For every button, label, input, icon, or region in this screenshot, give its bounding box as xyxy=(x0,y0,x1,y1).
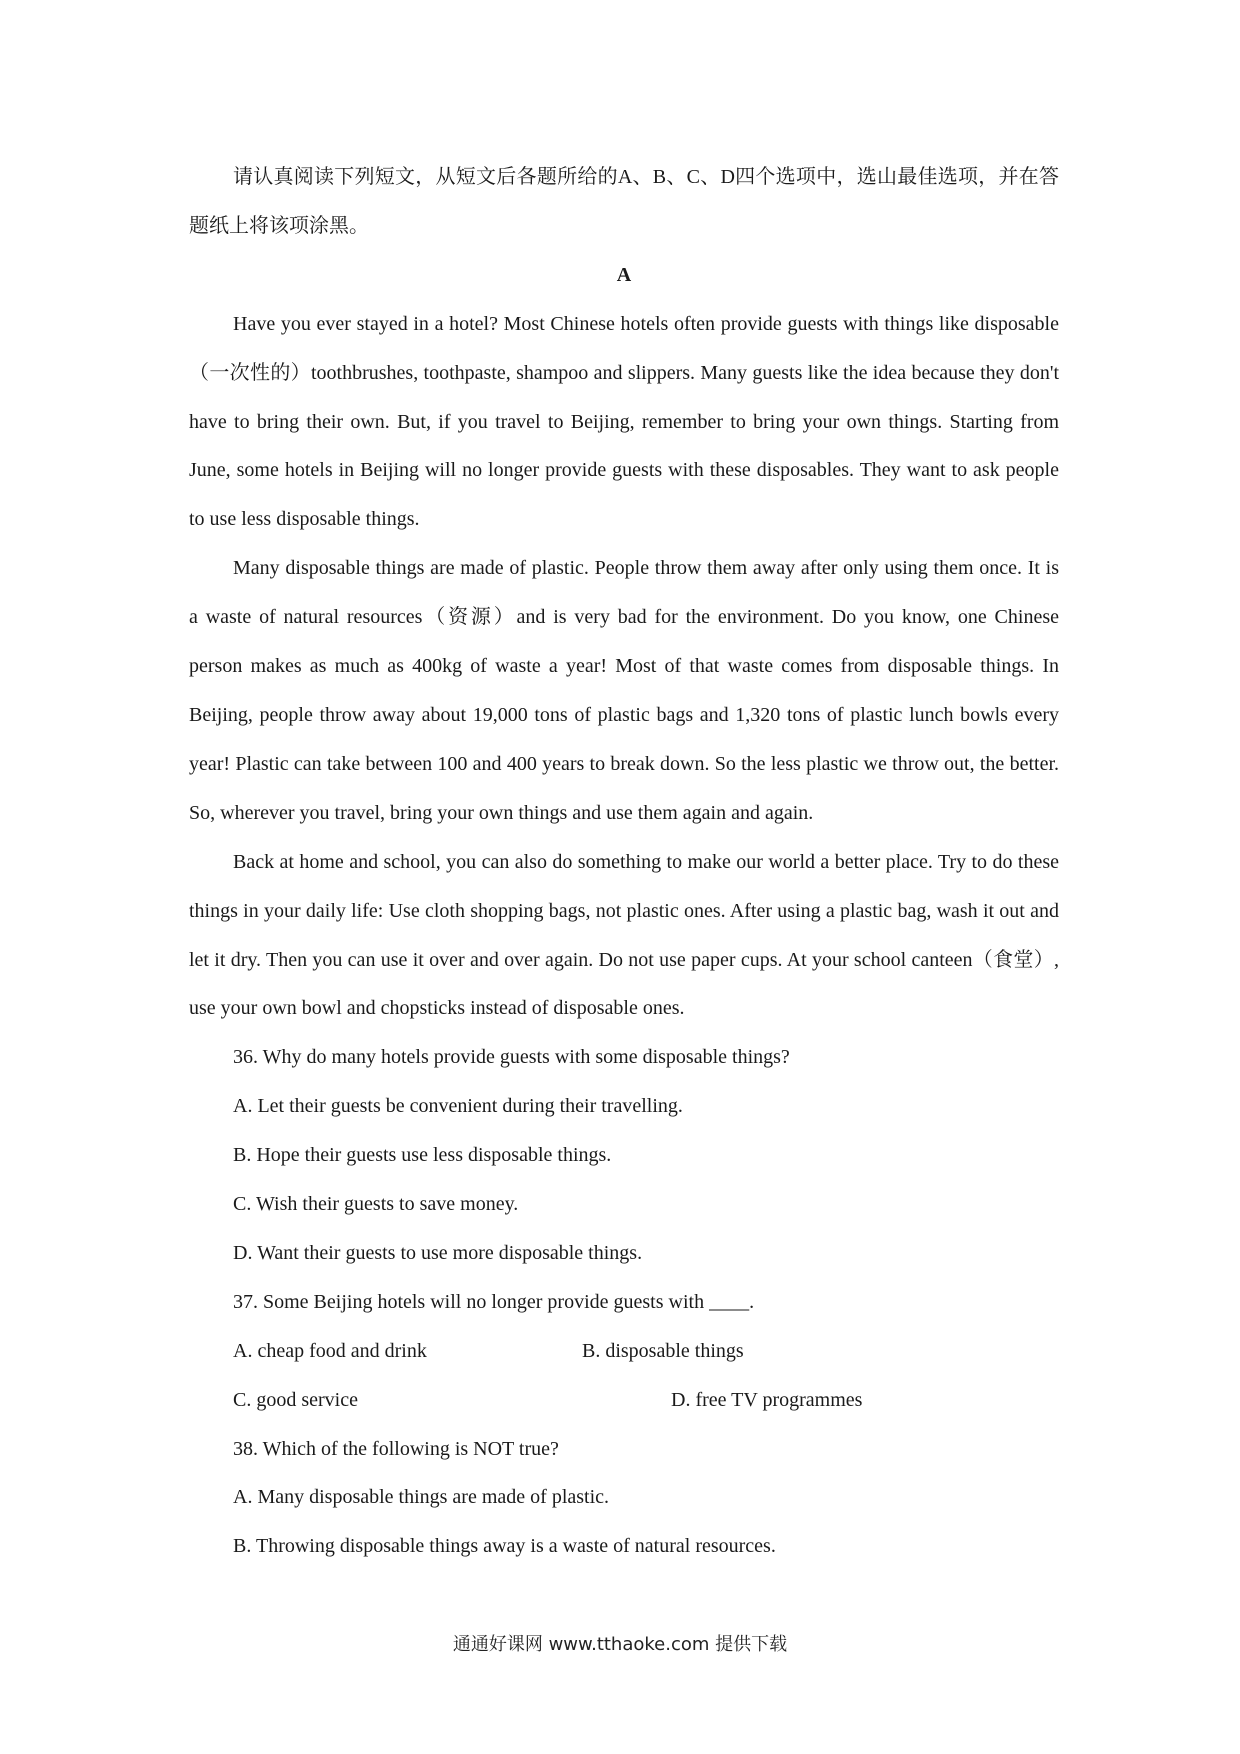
question-38 xyxy=(189,1425,1059,1572)
question-stem: 36. Why do many hotels provide guests with some disposable things? xyxy=(233,1046,790,1069)
options-row-2 xyxy=(189,1376,1059,1425)
page-footer: 通通好课网 www.tthaoke.com 提供下载 xyxy=(452,1634,788,1655)
options-row-1 xyxy=(189,1327,1059,1376)
passage-paragraph-2: Many disposable things are made of plastic. People throw them away after only using them once. It is a waste of natural resources（资源）and is very bad for the environment. Do you know, one Chinese person makes as much as 400kg of waste a year! Most of that waste comes from disposable things. In Beijing, people throw away about 19,000 tons of plastic bags and 1,320 tons of plastic lunch bowls every year! Plastic can take between 100 and 400 years to break down. So the less plastic we throw out, the better. So, wherever you travel, bring your own things and use them again and again. xyxy=(189,557,1059,824)
option-b: B. Throwing disposable things away is a waste of natural resources. xyxy=(233,1535,776,1558)
option-b: B. disposable things xyxy=(582,1339,744,1362)
passage-label: A xyxy=(616,263,632,286)
question-stem: 37. Some Beijing hotels will no longer provide guests with ____. xyxy=(233,1290,755,1313)
question-36 xyxy=(189,1033,1059,1278)
question-37 xyxy=(189,1278,1059,1425)
question-stem: 38. Which of the following is NOT true? xyxy=(233,1437,559,1460)
option-a: A. Let their guests be convenient during their travelling. xyxy=(233,1095,683,1118)
reading-section xyxy=(189,153,1059,1571)
passage-paragraph-3: Back at home and school, you can also do something to make our world a better place. Try to do these things in your daily life: Use cloth shopping bags, not plastic ones. After using a plastic bag, wash it out and let it dry. Then you can use it over and over again. Do not use paper cups. At your school canteen（食堂）, use your own bowl and chopsticks instead of disposable ones. xyxy=(189,850,1059,1020)
option-c: C. Wish their guests to save money. xyxy=(233,1193,519,1216)
option-c: C. good service xyxy=(233,1388,358,1411)
option-d: D. Want their guests to use more disposable things. xyxy=(233,1241,643,1264)
option-d: D. free TV programmes xyxy=(671,1388,863,1411)
passage-paragraph-1: Have you ever stayed in a hotel? Most Chinese hotels often provide guests with things like disposable（一次性的）toothbrushes, toothpaste, shampoo and slippers. Many guests like the idea because they don't have to bring their own. But, if you travel to Beijing, remember to bring your own things. Starting from June, some hotels in Beijing will no longer provide guests with these disposables. They want to ask people to use less disposable things. xyxy=(189,312,1059,531)
option-a: A. cheap food and drink xyxy=(233,1339,427,1362)
option-a: A. Many disposable things are made of plastic. xyxy=(233,1486,610,1509)
instructions: 请认真阅读下列短文，从短文后各题所给的A、B、C、D四个选项中，选山最佳选项，并在答题纸上将该项涂黑。 xyxy=(189,166,1059,237)
option-b: B. Hope their guests use less disposable things. xyxy=(233,1144,612,1167)
